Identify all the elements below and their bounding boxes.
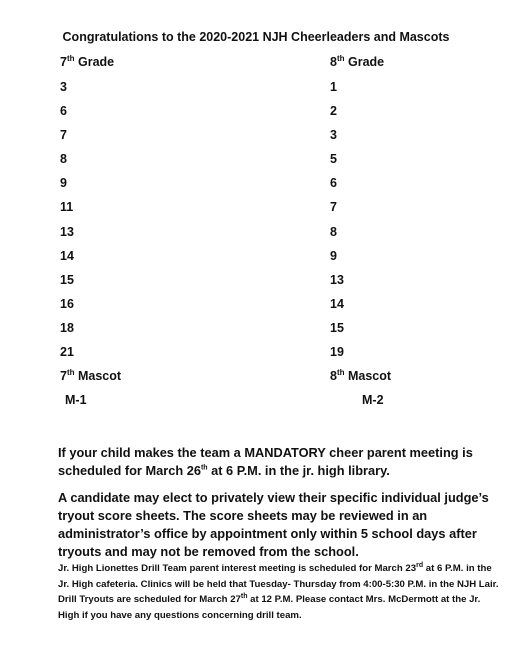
mascot-ordinal: th [66, 367, 75, 377]
eighth-mascot-value: M-2 [362, 393, 384, 407]
list-item: 3 [60, 80, 67, 94]
seventh-grade-header [60, 55, 114, 70]
list-item: 13 [60, 225, 74, 239]
list-item: 21 [60, 345, 74, 359]
list-item: 13 [330, 273, 344, 287]
list-item: 3 [330, 128, 337, 142]
header-ordinal: th [66, 53, 75, 63]
mascot-ordinal: th [336, 367, 345, 377]
parent-meeting-notice [58, 444, 503, 480]
list-item: 15 [60, 273, 74, 287]
drill-team-notice [58, 561, 503, 623]
list-item: 15 [330, 321, 344, 335]
notice-text: If your child makes the team a MANDATORY cheer parent meeting is scheduled for March 26 [58, 445, 473, 478]
list-item: 2 [330, 104, 337, 118]
ordinal-suffix: rd [416, 561, 424, 569]
header-number: 8 [330, 55, 337, 69]
seventh-mascot-value: M-1 [65, 393, 87, 407]
header-number: 7 [60, 55, 67, 69]
notice-text: at 6 P.M. in the Jr. High cafeteria. Clinics will be held that Tuesday- Thursday from 4:00-5:30 P.M. in the NJH Lair. Drill Tryouts are scheduled for March 27 [58, 563, 499, 605]
mascot-label: Mascot [74, 369, 122, 383]
list-item: 19 [330, 345, 344, 359]
header-label: Grade [74, 55, 115, 69]
list-item: 9 [330, 249, 337, 263]
score-sheets-notice: A candidate may elect to privately view their specific individual judge’s tryout score sheets. The score sheets may be reviewed in an administrator’s office by appointment only within 5 school days after tryouts and may not be removed from the school. [58, 490, 489, 559]
notice-text: at 6 P.M. in the jr. high library. [207, 463, 390, 478]
mascot-label: Mascot [344, 369, 392, 383]
header-label: Grade [344, 55, 385, 69]
mascot-number: 7 [60, 369, 67, 383]
list-item: 11 [60, 200, 74, 214]
header-ordinal: th [336, 53, 345, 63]
list-item: 18 [60, 321, 74, 335]
list-item: 7 [60, 128, 67, 142]
page-title: Congratulations to the 2020-2021 NJH Cheerleaders and Mascots [62, 30, 450, 44]
list-item: 9 [60, 176, 67, 190]
list-item: 1 [330, 80, 337, 94]
ordinal-suffix: th [200, 464, 208, 472]
list-item: 8 [330, 225, 337, 239]
notice-text: at 12 P.M. Please contact Mrs. McDermott at the Jr. High if you have any questions concerning drill team. [58, 594, 481, 621]
mascot-number: 8 [330, 369, 337, 383]
list-item: 6 [60, 104, 67, 118]
list-item: 6 [330, 176, 337, 190]
notice-text: Jr. High Lionettes Drill Team parent interest meeting is scheduled for March 23 [58, 563, 417, 574]
list-item: 16 [60, 297, 74, 311]
list-item: 14 [330, 297, 344, 311]
list-item: 5 [330, 152, 337, 166]
eighth-grade-header [330, 55, 384, 70]
eighth-mascot-header [330, 369, 391, 384]
list-item: 14 [60, 249, 74, 263]
list-item: 7 [330, 200, 337, 214]
ordinal-suffix: th [240, 592, 248, 600]
seventh-mascot-header [60, 369, 121, 384]
list-item: 8 [60, 152, 67, 166]
